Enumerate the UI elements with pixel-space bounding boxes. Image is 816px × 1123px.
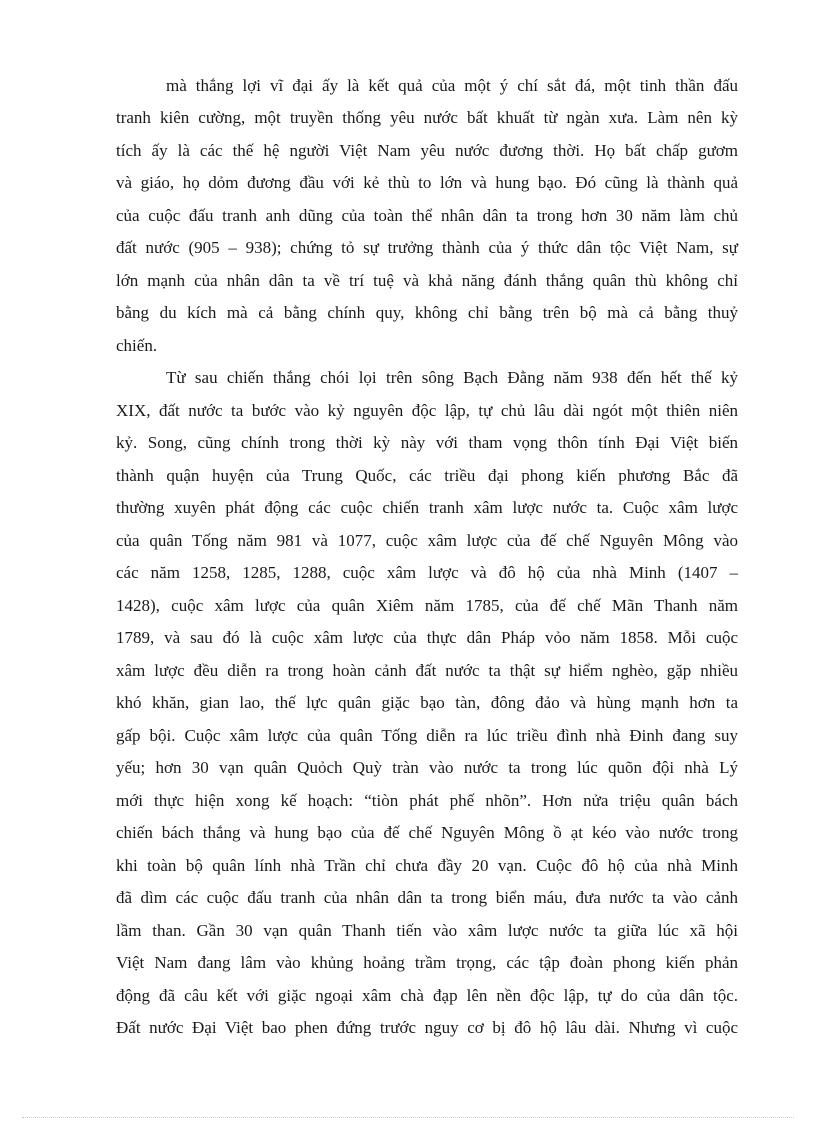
text-line-13: thành quận huyện của Trung Quốc, các triều đại phong kiến phương Bắc đã [116,466,738,485]
text-line-2: tranh kiên cường, một truyền thống yêu nước bất khuất từ ngàn xưa. Làm nên kỳ [116,108,738,127]
text-line-23: mới thực hiện xong kế hoạch: “tiòn phát phế nhõn”. Hơn nửa triệu quân bách [116,791,738,810]
text-line-17: 1428), cuộc xâm lược của quân Xiêm năm 1785, của đế chế Mãn Thanh năm [116,596,738,615]
text-line-21: gấp bội. Cuộc xâm lược của quân Tống diễn ra lúc triều đình nhà Đinh đang suy [116,726,738,745]
text-line-27: lầm than. Gần 30 vạn quân Thanh tiến vào xâm lược nước ta giữa lúc xã hội [116,921,738,940]
text-line-16: các năm 1258, 1285, 1288, cuộc xâm lược và đô hộ của nhà Minh (1407 – [116,563,738,582]
text-line-8: bằng du kích mà cả bằng chính quy, không chỉ bằng trên bộ mà cả bằng thuỷ [116,303,738,322]
text-line-20: khó khăn, gian lao, thế lực quân giặc bạo tàn, đông đảo và hùng mạnh hơn ta [116,693,738,712]
text-line-25: khi toàn bộ quân lính nhà Trần chỉ chưa đầy 20 vạn. Cuộc đô hộ của nhà Minh [116,856,738,875]
text-line-28: Việt Nam đang lâm vào khủng hoảng trầm trọng, các tập đoàn phong kiến phản [116,953,738,972]
text-line-5: của cuộc đấu tranh anh dũng của toàn thể nhân dân ta trong hơn 30 năm làm chủ [116,206,738,225]
text-line-15: của quân Tống năm 981 và 1077, cuộc xâm lược của đế chế Nguyên Mông vào [116,531,738,550]
text-line-18: 1789, và sau đó là cuộc xâm lược của thực dân Pháp vỏo năm 1858. Mỗi cuộc [116,628,738,647]
text-line-10: Từ sau chiến thắng chói lọi trên sông Bạch Đằng năm 938 đến hết thế kỷ [166,368,738,387]
text-line-11: XIX, đất nước ta bước vào kỷ nguyên độc lập, tự chủ lâu dài ngót một thiên niên [116,401,738,420]
text-line-7: lớn mạnh của nhân dân ta về trí tuệ và khả năng đánh thắng quân thù không chỉ [116,271,738,290]
text-line-6: đất nước (905 – 938); chứng tỏ sự trưởng thành của ý thức dân tộc Việt Nam, sự [116,238,738,257]
text-line-4: và giáo, họ dỏm đương đầu với kẻ thù to lớn và hung bạo. Đó cũng là thành quả [116,173,738,192]
text-line-3: tích ấy là các thế hệ người Việt Nam yêu nước đương thời. Họ bất chấp gươm [116,141,738,160]
text-line-14: thường xuyên phát động các cuộc chiến tranh xâm lược nước ta. Cuộc xâm lược [116,498,738,517]
text-line-12: kỷ. Song, cũng chính trong thời kỳ này với tham vọng thôn tính Đại Việt biến [116,433,738,452]
text-line-19: xâm lược đều diễn ra trong hoàn cảnh đất nước ta thật sự hiểm nghèo, gặp nhiều [116,661,738,680]
text-line-24: chiến bách thắng và hung bạo của đế chế Nguyên Mông ồ ạt kéo vào nước trong [116,823,738,842]
text-line-29: động đã câu kết với giặc ngoại xâm chà đạp lên nền độc lập, tự do của dân tộc. [116,986,738,1005]
text-line-30: Đất nước Đại Việt bao phen đứng trước nguy cơ bị đô hộ lâu dài. Nhưng vì cuộc [116,1018,738,1037]
text-line-9: chiến. [116,336,158,355]
text-line-26: đã dìm các cuộc đấu tranh của nhân dân ta trong biển máu, đưa nước ta vào cảnh [116,888,738,907]
text-line-22: yếu; hơn 30 vạn quân Quỏch Quỳ tràn vào nước ta trong lúc quõn đội nhà Lý [116,758,738,777]
footer-divider [22,1117,794,1118]
text-line-1: mà thắng lợi vĩ đại ấy là kết quả của một ý chí sắt đá, một tinh thần đấu [166,76,738,95]
